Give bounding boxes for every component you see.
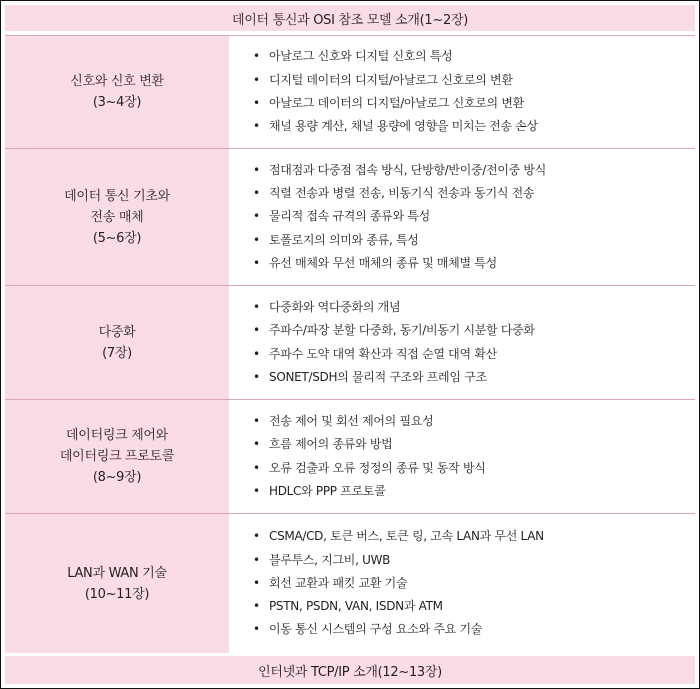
bullet-icon: •: [253, 552, 260, 567]
section-details: [229, 514, 695, 653]
bullet-icon: •: [253, 599, 260, 614]
list-item: • CSMA/CD, 토큰 버스, 토큰 링, 고속 LAN과 무선 LAN: [253, 525, 695, 548]
footer-title: 인터넷과 TCP/IP 소개(12~13장): [258, 664, 442, 680]
bullet-icon: •: [253, 323, 260, 338]
section-datalink: [5, 399, 695, 513]
bullet-icon: •: [253, 346, 260, 361]
section-topic: [5, 149, 229, 285]
section-title: 데이터 통신 기초와 전송 매체: [64, 188, 170, 225]
header-banner: [5, 5, 695, 31]
section-chapter: (8~9장): [92, 470, 142, 485]
list-item: • 전송 제어 및 회선 제어의 필요성: [253, 410, 695, 433]
section-details: [229, 149, 695, 285]
section-topic: [5, 286, 229, 399]
list-item: • 블루투스, 지그비, UWB: [253, 549, 695, 572]
list-item: • 점대점과 다중점 접속 방식, 단방향/반이중/전이중 방식: [253, 159, 695, 182]
section-details: [229, 286, 695, 399]
list-item: • 아날로그 신호와 디지털 신호의 특성: [253, 45, 695, 68]
list-item: • 물리적 접속 규격의 종류와 특성: [253, 205, 695, 228]
section-data-comm-basics: [5, 148, 695, 285]
bullet-icon: •: [253, 119, 260, 134]
bullet-icon: •: [253, 575, 260, 590]
bullet-icon: •: [253, 299, 260, 314]
list-item: • 주파수 도약 대역 확산과 직접 순열 대역 확산: [253, 343, 695, 366]
section-multiplexing: [5, 285, 695, 399]
list-item: • 직렬 전송과 병렬 전송, 비동기식 전송과 동기식 전송: [253, 182, 695, 205]
bullet-icon: •: [253, 529, 260, 544]
section-title: 신호와 신호 변환: [70, 74, 164, 89]
list-item: • 이동 통신 시스템의 구성 요소와 주요 기술: [253, 618, 695, 641]
header-title: 데이터 통신과 OSI 참조 모델 소개(1~2장): [231, 12, 468, 28]
list-item: • 오류 검출과 오류 정정의 종류 및 동작 방식: [253, 457, 695, 480]
section-chapter: (3~4장): [92, 95, 142, 110]
section-details: [229, 400, 695, 513]
section-topic: [5, 514, 229, 653]
section-chapter: (10~11장): [84, 586, 150, 602]
bullet-icon: •: [253, 460, 260, 475]
bullet-icon: •: [253, 622, 260, 637]
list-item: • 채널 용량 계산, 채널 용량에 영향을 미치는 전송 손상: [253, 115, 695, 138]
footer-banner: [5, 656, 695, 684]
section-signals: [5, 35, 695, 148]
list-item: • HDLC와 PPP 프로토콜: [253, 480, 695, 503]
list-item: • 토폴로지의 의미와 종류, 특성: [253, 229, 695, 252]
section-lan-wan: [5, 513, 695, 653]
list-item: • 아날로그 데이터의 디지털/아날로그 신호로의 변환: [253, 92, 695, 115]
section-details: [229, 36, 695, 148]
bullet-icon: •: [253, 413, 260, 428]
section-chapter: (7장): [102, 345, 132, 361]
list-item: • 유선 매체와 무선 매체의 종류 및 매체별 특성: [253, 252, 695, 275]
bullet-icon: •: [253, 483, 260, 498]
bullet-icon: •: [253, 49, 260, 64]
bullet-icon: •: [253, 255, 260, 270]
list-item: • 회선 교환과 패킷 교환 기술: [253, 572, 695, 595]
section-topic: [5, 36, 229, 148]
section-chapter: (5~6장): [92, 230, 142, 246]
section-topic: [5, 400, 229, 513]
list-item: • 흐름 제어의 종류와 방법: [253, 433, 695, 456]
list-item: • 다중화와 역다중화의 개념: [253, 296, 695, 319]
bullet-icon: •: [253, 72, 260, 87]
bullet-icon: •: [253, 96, 260, 110]
bullet-icon: •: [253, 369, 260, 384]
list-item: • SONET/SDH의 물리적 구조와 프레임 구조: [253, 366, 695, 389]
bullet-icon: •: [253, 232, 260, 247]
section-title: 다중화: [98, 324, 136, 340]
bullet-icon: •: [253, 209, 260, 224]
list-item: • 주파수/파장 분할 다중화, 동기/비동기 시분할 다중화: [253, 319, 695, 342]
list-item: • 디지털 데이터의 디지털/아날로그 신호로의 변환: [253, 69, 695, 92]
bullet-icon: •: [253, 437, 260, 452]
section-title: LAN과 WAN 기술: [67, 565, 167, 581]
section-title: 데이터링크 제어와 데이터링크 프로토콜: [59, 428, 175, 464]
bullet-icon: •: [253, 186, 260, 201]
list-item: • PSTN, PSDN, VAN, ISDN과 ATM: [253, 595, 695, 618]
bullet-icon: •: [253, 162, 260, 177]
